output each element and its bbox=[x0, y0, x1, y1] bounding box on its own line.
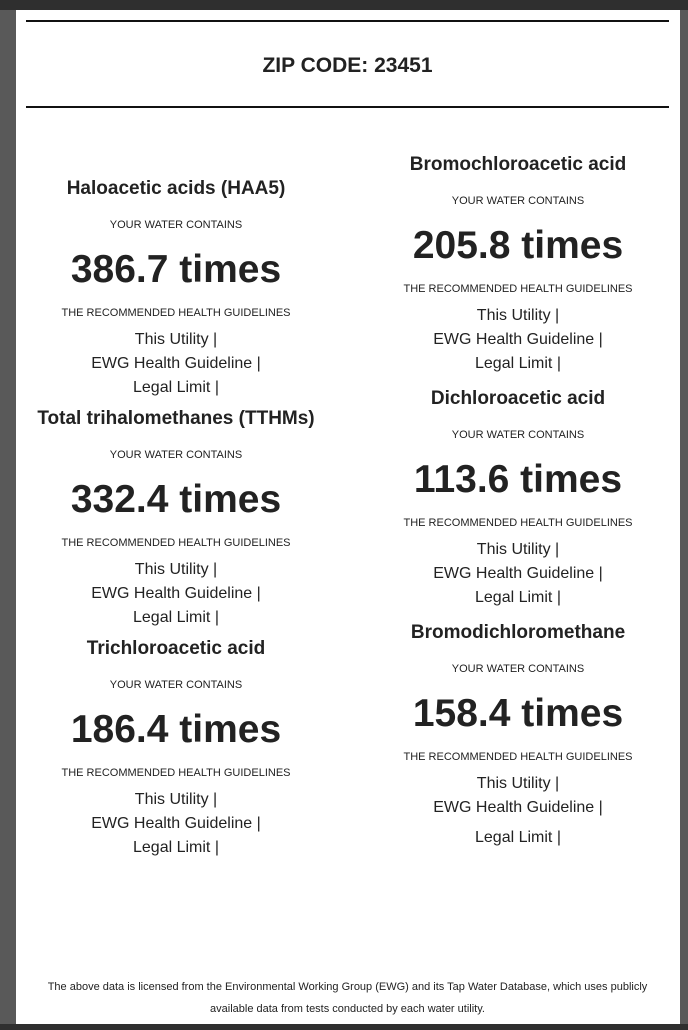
legal-limit-link[interactable]: Legal Limit | bbox=[133, 839, 219, 856]
left-column bbox=[16, 176, 336, 860]
window-top-bar bbox=[0, 0, 688, 10]
contaminant-name: Bromochloroacetic acid bbox=[409, 154, 627, 175]
legal-limit-link[interactable]: Legal Limit | bbox=[133, 379, 219, 396]
contains-label: YOUR WATER CONTAINS bbox=[451, 663, 585, 675]
contains-label: YOUR WATER CONTAINS bbox=[451, 195, 585, 207]
zip-code-title: ZIP CODE: 23451 bbox=[262, 54, 433, 77]
this-utility-link[interactable]: This Utility | bbox=[476, 775, 560, 792]
header-top-rule bbox=[26, 20, 669, 22]
contaminant-name: Dichloroacetic acid bbox=[430, 388, 606, 409]
contaminant-name: Haloacetic acids (HAA5) bbox=[66, 178, 286, 199]
times-value: 332.4 times bbox=[70, 478, 282, 521]
times-value: 386.7 times bbox=[70, 248, 282, 291]
this-utility-link[interactable]: This Utility | bbox=[134, 561, 218, 578]
window-bottom-bar bbox=[0, 1024, 688, 1030]
this-utility-link[interactable]: This Utility | bbox=[476, 307, 560, 324]
this-utility-link[interactable]: This Utility | bbox=[134, 331, 218, 348]
contaminant-name: Bromodichloromethane bbox=[410, 622, 626, 643]
ewg-guideline-link[interactable]: EWG Health Guideline | bbox=[91, 585, 261, 602]
guidelines-label: THE RECOMMENDED HEALTH GUIDELINES bbox=[403, 517, 633, 529]
contaminant-card bbox=[16, 176, 336, 400]
contaminant-name: Total trihalomethanes (TTHMs) bbox=[37, 408, 315, 429]
legal-limit-link[interactable]: Legal Limit | bbox=[475, 355, 561, 372]
times-value: 186.4 times bbox=[70, 708, 282, 751]
footer-line-2: available data from tests conducted by each water utility. bbox=[210, 1003, 485, 1015]
guidelines-label: THE RECOMMENDED HEALTH GUIDELINES bbox=[61, 307, 291, 319]
contains-label: YOUR WATER CONTAINS bbox=[109, 219, 243, 231]
report-panel bbox=[16, 10, 680, 1024]
guideline-links bbox=[358, 538, 678, 610]
legal-limit-link[interactable]: Legal Limit | bbox=[475, 829, 561, 846]
contains-label: YOUR WATER CONTAINS bbox=[451, 429, 585, 441]
times-value: 113.6 times bbox=[413, 458, 623, 501]
contaminant-card bbox=[16, 636, 336, 860]
this-utility-link[interactable]: This Utility | bbox=[476, 541, 560, 558]
contaminant-card bbox=[358, 152, 678, 376]
legal-limit-link[interactable]: Legal Limit | bbox=[133, 609, 219, 626]
legal-limit-link[interactable]: Legal Limit | bbox=[475, 589, 561, 606]
ewg-guideline-link[interactable]: EWG Health Guideline | bbox=[433, 331, 603, 348]
guideline-links bbox=[16, 788, 336, 860]
guideline-links bbox=[16, 558, 336, 630]
contaminant-card bbox=[16, 406, 336, 630]
footer-line-1: The above data is licensed from the Environmental Working Group (EWG) and its Tap Water Database, which uses publicly bbox=[47, 981, 648, 993]
times-value: 205.8 times bbox=[412, 224, 624, 267]
ewg-guideline-link[interactable]: EWG Health Guideline | bbox=[91, 355, 261, 372]
contains-label: YOUR WATER CONTAINS bbox=[109, 679, 243, 691]
guidelines-label: THE RECOMMENDED HEALTH GUIDELINES bbox=[403, 283, 633, 295]
ewg-guideline-link[interactable]: EWG Health Guideline | bbox=[433, 565, 603, 582]
contaminant-card bbox=[358, 386, 678, 610]
guidelines-label: THE RECOMMENDED HEALTH GUIDELINES bbox=[61, 767, 291, 779]
header-bottom-rule bbox=[26, 106, 669, 108]
contains-label: YOUR WATER CONTAINS bbox=[109, 449, 243, 461]
guidelines-label: THE RECOMMENDED HEALTH GUIDELINES bbox=[61, 537, 291, 549]
ewg-guideline-link[interactable]: EWG Health Guideline | bbox=[433, 799, 603, 816]
guideline-links bbox=[358, 304, 678, 376]
guideline-links bbox=[16, 328, 336, 400]
contaminant-card bbox=[358, 620, 678, 850]
license-footer bbox=[26, 976, 669, 1020]
times-value: 158.4 times bbox=[412, 692, 624, 735]
contaminant-name: Trichloroacetic acid bbox=[86, 638, 266, 659]
guideline-links bbox=[358, 772, 678, 850]
ewg-guideline-link[interactable]: EWG Health Guideline | bbox=[91, 815, 261, 832]
this-utility-link[interactable]: This Utility | bbox=[134, 791, 218, 808]
right-column bbox=[358, 152, 678, 850]
guidelines-label: THE RECOMMENDED HEALTH GUIDELINES bbox=[403, 751, 633, 763]
